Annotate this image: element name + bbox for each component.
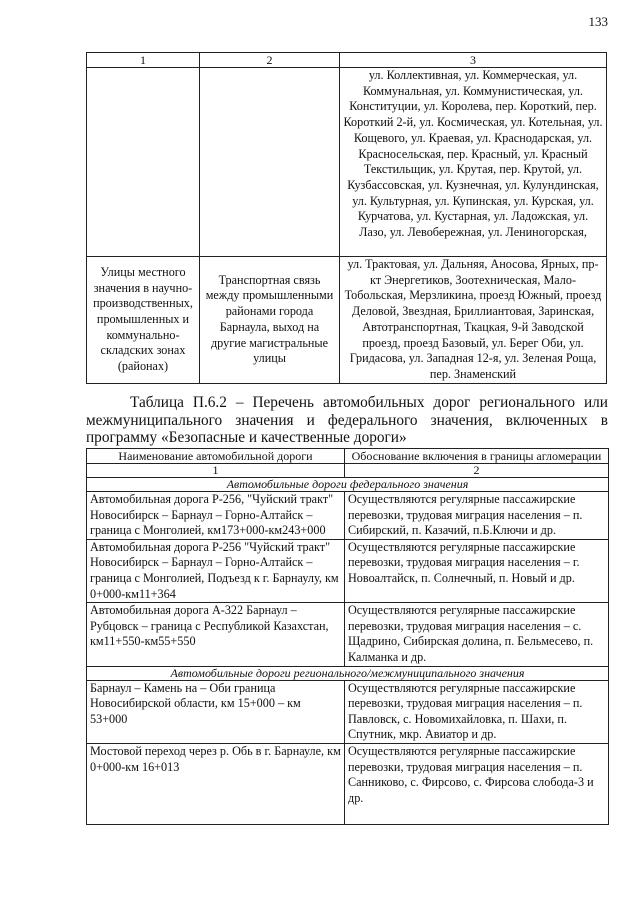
road-name-cell: Автомобильная дорога Р-256 "Чуйский тракт" Новосибирск – Барнаул – Горно-Алтайск – граница с Монголией, Подъезд к г. Барнаулу, км 0+000-км11+364: [87, 539, 345, 602]
table-row: [87, 492, 609, 540]
road-name-cell: Барнаул – Камень на – Оби граница Новосибирской области, км 15+000 – км 53+000: [87, 680, 345, 743]
header-col-3: 3: [340, 53, 607, 68]
column-number-row: [87, 464, 609, 478]
street-list-cell: ул. Коллективная, ул. Коммерческая, ул. Коммунальная, ул. Коммунистическая, ул. Конституции, ул. Королева, пер. Короткий, пер. Короткий 2-й, ул. Космическая, ул. Котельная, ул. Кощевого, ул. Краевая, ул. Краснодарская, ул. Красносельская, пер. Красный, ул. Красный Текстильщик, ул. Крутая, пер. Крутой, ул. Кузбассовская, ул. Кузнечная, ул. Кулундинская, ул. Культурная, ул. Купинская, ул. Курская, ул. Курчатова, ул. Кустарная, ул. Ладожская, ул. Лазо, ул. Левобережная, ул. Лениногорская,: [340, 68, 607, 257]
section-regional-title: Автомобильные дороги регионального/межмуниципального значения: [87, 666, 609, 680]
table-header-row: [87, 449, 609, 464]
header-road-name: Наименование автомобильной дороги: [87, 449, 345, 464]
streets-table: [86, 52, 607, 384]
column-number: 2: [345, 464, 609, 478]
reason-cell: Осуществляются регулярные пассажирские перевозки, трудовая миграция населения – п. Павловск, с. Новомихайловка, п. Шахи, п. Спутник, мкр. Авиатор и др.: [345, 680, 609, 743]
table-row: [87, 603, 609, 666]
table-header-row: [87, 53, 607, 68]
reason-cell: Осуществляются регулярные пассажирские перевозки, трудовая миграция населения – п. Сибирский, п. Казачий, п.Б.Ключи и др.: [345, 492, 609, 540]
header-reason: Обоснование включения в границы агломерации: [345, 449, 609, 464]
street-list-cell: ул. Трактовая, ул. Дальняя, Аносова, Ярных, пр-кт Энергетиков, Зоотехническая, Мало-Тобольская, Мерзликина, проезд Южный, проезд Деловой, Звездная, Бриллиантовая, Заринская, Автотранспортная, Ткацкая, 9-й Заводской проезд, проезд Базовый, ул. Берег Оби, ул. Гридасова, ул. Западная 12-я, ул. Зеленая Роща, пер. Знаменский: [340, 257, 607, 384]
caption-text: Таблица П.6.2 – Перечень автомобильных дорог регионального или межмуниципального значения и федерального значения, включенных в программу «Безопасные и качественные дороги»: [86, 394, 608, 446]
reason-cell: Осуществляются регулярные пассажирские перевозки, трудовая миграция населения – г. Новоалтайск, п. Солнечный, п. Новый и др.: [345, 539, 609, 602]
street-category-cell: Улицы местного значения в научно-производственных, промышленных и коммунально-складских зонах (районах): [87, 257, 200, 384]
header-col-1: 1: [87, 53, 200, 68]
road-name-cell: Автомобильная дорога Р-256, "Чуйский тракт" Новосибирск – Барнаул – Горно-Алтайск – граница с Монголией, км173+000-км243+000: [87, 492, 345, 540]
reason-cell: Осуществляются регулярные пассажирские перевозки, трудовая миграция населения – п. Санниково, с. Фирсово, с. Фирсова слобода-3 и др.: [345, 743, 609, 824]
table-caption: [86, 394, 608, 447]
table-row: [87, 743, 609, 824]
section-header-row: [87, 478, 609, 492]
street-purpose-cell: Транспортная связь между промышленными районами города Барнаула, выход на другие магистральные улицы: [200, 257, 340, 384]
roads-table: [86, 448, 609, 825]
reason-cell: Осуществляются регулярные пассажирские перевозки, трудовая миграция населения – с. Щадрино, Сибирская долина, п. Бельмесево, п. Калманка и др.: [345, 603, 609, 666]
section-federal-title: Автомобильные дороги федерального значения: [87, 478, 609, 492]
road-name-cell: Автомобильная дорога А-322 Барнаул – Рубцовск – граница с Республикой Казахстан, км11+550-км55+550: [87, 603, 345, 666]
page-number: 133: [588, 14, 608, 29]
header-col-2: 2: [200, 53, 340, 68]
table-row: [87, 68, 607, 257]
table-cell: [200, 68, 340, 257]
table-row: [87, 680, 609, 743]
table-cell: [87, 68, 200, 257]
table-row: [87, 257, 607, 384]
road-name-cell: Мостовой переход через р. Обь в г. Барнауле, км 0+000-км 16+013: [87, 743, 345, 824]
section-header-row: [87, 666, 609, 680]
column-number: 1: [87, 464, 345, 478]
table-row: [87, 539, 609, 602]
